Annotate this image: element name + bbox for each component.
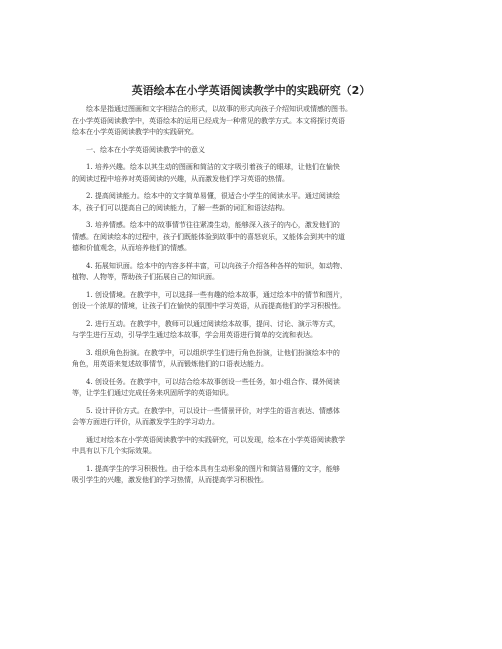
- paragraph: [72, 220, 432, 255]
- paragraph-line: 一、绘本在小学英语阅读教学中的意义: [86, 145, 205, 154]
- paragraph: [72, 406, 432, 429]
- paragraph-line: 本，孩子们可以提高自己的阅读能力，了解一些新的词汇和语法结构。: [72, 203, 289, 212]
- paragraph-line: 在小学英语阅读教学中，英语绘本的运用已经成为一种常见的教学方式。本文将探讨英语: [72, 116, 345, 125]
- paragraph-line: 2. 提高阅读能力。绘本中的文字简单易懂，很适合小学生的阅读水平。通过阅读绘: [86, 192, 340, 200]
- paragraph-line: 绘本在小学英语阅读教学中的实践研究。: [72, 128, 198, 136]
- paragraph: [72, 104, 432, 139]
- paragraph-line: 3. 组织角色扮演。在教学中，可以组织学生们进行角色扮演，让他们扮演绘本中的: [86, 348, 340, 357]
- paragraph: [72, 261, 432, 284]
- paragraph-line: 4. 创设任务。在教学中，可以结合绘本故事创设一些任务，如小组合作、课外阅读: [86, 377, 340, 386]
- paragraph-line: 绘本是指通过图画和文字相结合的形式，以故事的形式向孩子介绍知识或情感的图书。: [86, 105, 352, 113]
- paragraph-line: 2. 进行互动。在教学中，教师可以通过阅读绘本故事，提问、讨论、演示等方式，: [86, 319, 340, 328]
- paragraph-line: 1. 创设情境。在教学中，可以选择一些有趣的绘本故事，通过绘本中的情节和图片，: [86, 290, 347, 299]
- paragraph: [72, 377, 432, 400]
- paragraph-line: 1. 培养兴趣。绘本以其生动的图画和简洁的文字吸引着孩子的眼球，让他们在愉快: [86, 163, 340, 171]
- paragraph-line: 的阅读过程中培养对英语阅读的兴趣，从而激发他们学习英语的热情。: [72, 174, 289, 183]
- paragraph-line: 中具有以下几个实际效果。: [72, 447, 156, 455]
- paragraph-line: 通过对绘本在小学英语阅读教学中的实践研究，可以发现，绘本在小学英语阅读教学: [86, 435, 345, 444]
- paragraph-line: 吸引学生的兴趣，激发他们的学习热情，从而提高学习积极性。: [72, 476, 268, 484]
- paragraph-line: 5. 设计评价方式。在教学中，可以设计一些情景评价，对学生的语言表达、情感体: [86, 406, 340, 415]
- document-title: 英语绘本在小学英语阅读教学中的实践研究（2）: [131, 84, 371, 97]
- paragraph: [72, 145, 432, 157]
- paragraph-line: 与学生进行互动，引导学生通过绘本故事，学会用英语进行简单的交流和表达。: [72, 331, 317, 339]
- paragraph-line: 角色，用英语来复述故事情节，从而锻炼他们的口语表达能力。: [72, 360, 268, 368]
- paragraph: [72, 191, 432, 214]
- document-body: [72, 104, 432, 493]
- paragraph-line: 会等方面进行评价，从而激发学生的学习动力。: [72, 418, 219, 426]
- paragraph: [72, 348, 432, 371]
- paragraph: [72, 290, 432, 313]
- paragraph-line: 植物、人物等，帮助孩子们拓展自己的知识面。: [72, 273, 219, 281]
- paragraph: [72, 435, 432, 458]
- paragraph-line: 等，让学生们通过完成任务来巩固所学的英语知识。: [72, 389, 233, 397]
- paragraph: [72, 162, 432, 185]
- paragraph: [72, 319, 432, 342]
- paragraph-line: 情感。在阅读绘本的过程中，孩子们既能体验到故事中的喜怒哀乐，又能体会到其中的道: [72, 232, 345, 241]
- paragraph-line: 德和价值观念，从而培养他们的情感。: [72, 244, 191, 252]
- paragraph-line: 创设一个浓厚的情境，让孩子们在愉快的氛围中学习英语，从而提高他们的学习积极性。: [72, 302, 345, 310]
- paragraph: [72, 464, 432, 487]
- paragraph-line: 3. 培养情感。绘本中的故事情节往往紧凑生动，能够深入孩子的内心，激发他们的: [86, 221, 340, 229]
- paragraph-line: 1. 提高学生的学习积极性。由于绘本具有生动形象的图片和简洁易懂的文字，能够: [86, 464, 340, 473]
- paragraph-line: 4. 拓展知识面。绘本中的内容多样丰富，可以向孩子介绍各种各样的知识，如动物、: [86, 261, 347, 270]
